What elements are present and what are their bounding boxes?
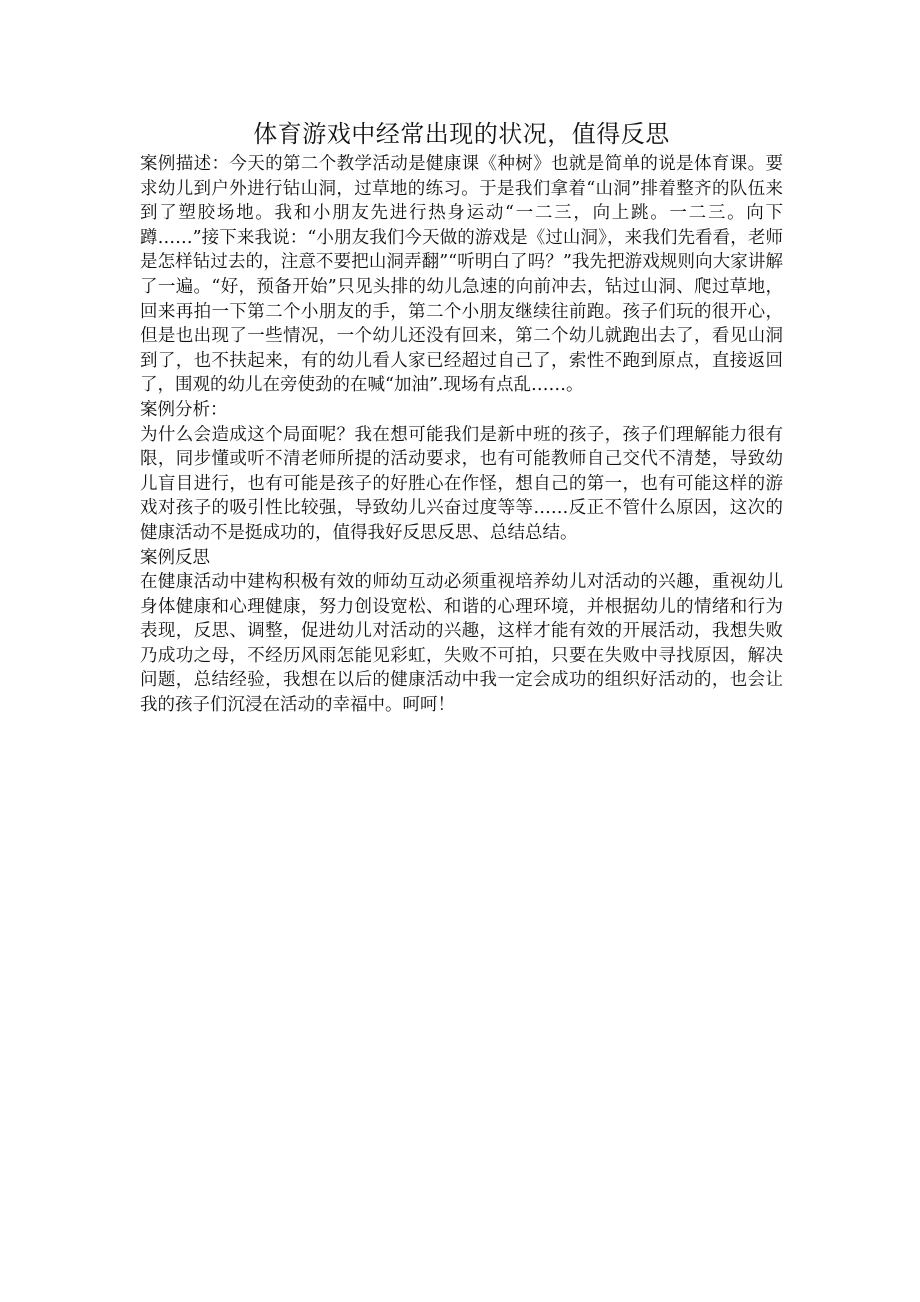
- case-description-paragraph: 案例描述：今天的第二个教学活动是健康课《种树》也就是简单的说是体育课。要求幼儿到户外进行钻山洞，过草地的练习。于是我们拿着“山洞”排着整齐的队伍来到了塑胶场地。我和小朋友先进行热身运动“一二三，向上跳。一二三。向下蹲……”接下来我说：“小朋友我们今天做的游戏是《过山洞》，来我们先看看，老师是怎样钻过去的，注意不要把山洞弄翻”“听明白了吗？”我先把游戏规则向大家讲解了一遍。“好，预备开始”只见头排的幼儿急速的向前冲去，钻过山洞、爬过草地，回来再拍一下第二个小朋友的手，第二个小朋友继续往前跑。孩子们玩的很开心，但是也出现了一些情况，一个幼儿还没有回来，第二个幼儿就跑出去了，看见山洞到了，也不扶起来，有的幼儿看人家已经超过自己了，索性不跑到原点，直接返回了，围观的幼儿在旁使劲的在喊“加油”.现场有点乱……。: [140, 154, 783, 396]
- document-body: [140, 118, 783, 718]
- case-analysis-heading: 案例分析：: [140, 399, 228, 420]
- case-reflection-heading: 案例反思: [140, 547, 210, 568]
- case-reflection-paragraph: 在健康活动中建构积极有效的师幼互动必须重视培养幼儿对活动的兴趣，重视幼儿身体健康和心理健康，努力创设宽松、和谐的心理环境，并根据幼儿的情绪和行为表现，反思、调整，促进幼儿对活动的兴趣，这样才能有效的开展活动，我想失败乃成功之母，不经历风雨怎能见彩虹，失败不可拍，只要在失败中寻找原因，解决问题，总结经验，我想在以后的健康活动中我一定会成功的组织好活动的，也会让我的孩子们沉浸在活动的幸福中。呵呵！: [140, 572, 783, 716]
- document-title: 体育游戏中经常出现的状况，值得反思: [253, 120, 670, 148]
- case-analysis-paragraph: 为什么会造成这个局面呢？我在想可能我们是新中班的孩子，孩子们理解能力很有限，同步懂或听不清老师所提的活动要求，也有可能教师自己交代不清楚，导致幼儿盲目进行，也有可能是孩子的好胜心在作怪，想自己的第一，也有可能这样的游戏对孩子的吸引性比较强，导致幼儿兴奋过度等等……反正不管什么原因，这次的健康活动不是挺成功的，值得我好反思反思、总结总结。: [140, 424, 783, 543]
